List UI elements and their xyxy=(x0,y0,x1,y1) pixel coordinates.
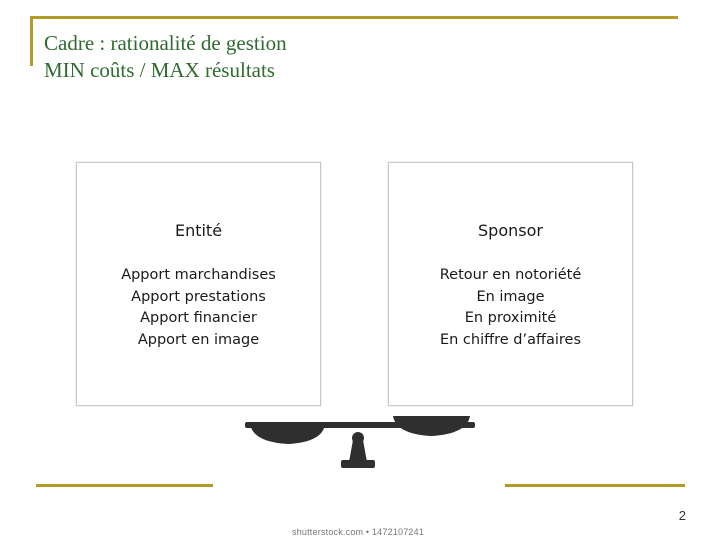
sponsor-item: En image xyxy=(476,288,545,305)
sponsor-item: En chiffre d’affaires xyxy=(439,331,582,348)
entite-item: Apport en image xyxy=(137,331,260,348)
sponsor-card xyxy=(388,162,633,406)
balance-scale-icon xyxy=(245,406,475,472)
watermark-text: shutterstock.com • 1472107241 xyxy=(292,527,425,537)
top-rule xyxy=(30,16,678,19)
entite-card xyxy=(76,162,321,406)
left-vertical-rule xyxy=(30,16,33,66)
slide-title-line-1: Cadre : rationalité de gestion xyxy=(44,31,287,55)
entite-card-title: Entité xyxy=(174,221,223,240)
bottom-left-rule xyxy=(36,484,213,487)
slide-title xyxy=(44,30,287,84)
entite-card-list xyxy=(77,265,320,351)
bottom-right-rule xyxy=(505,484,685,487)
slide-title-line-2: MIN coûts / MAX résultats xyxy=(44,58,275,82)
entite-item: Apport financier xyxy=(140,310,257,326)
entite-item: Apport prestations xyxy=(131,288,266,305)
sponsor-card-title: Sponsor xyxy=(478,221,543,240)
page-number: 2 xyxy=(678,508,686,523)
sponsor-item: Retour en notoriété xyxy=(439,267,582,283)
sponsor-card-list xyxy=(389,265,632,351)
entite-item: Apport marchandises xyxy=(121,267,276,283)
sponsor-item: En proximité xyxy=(464,310,557,326)
